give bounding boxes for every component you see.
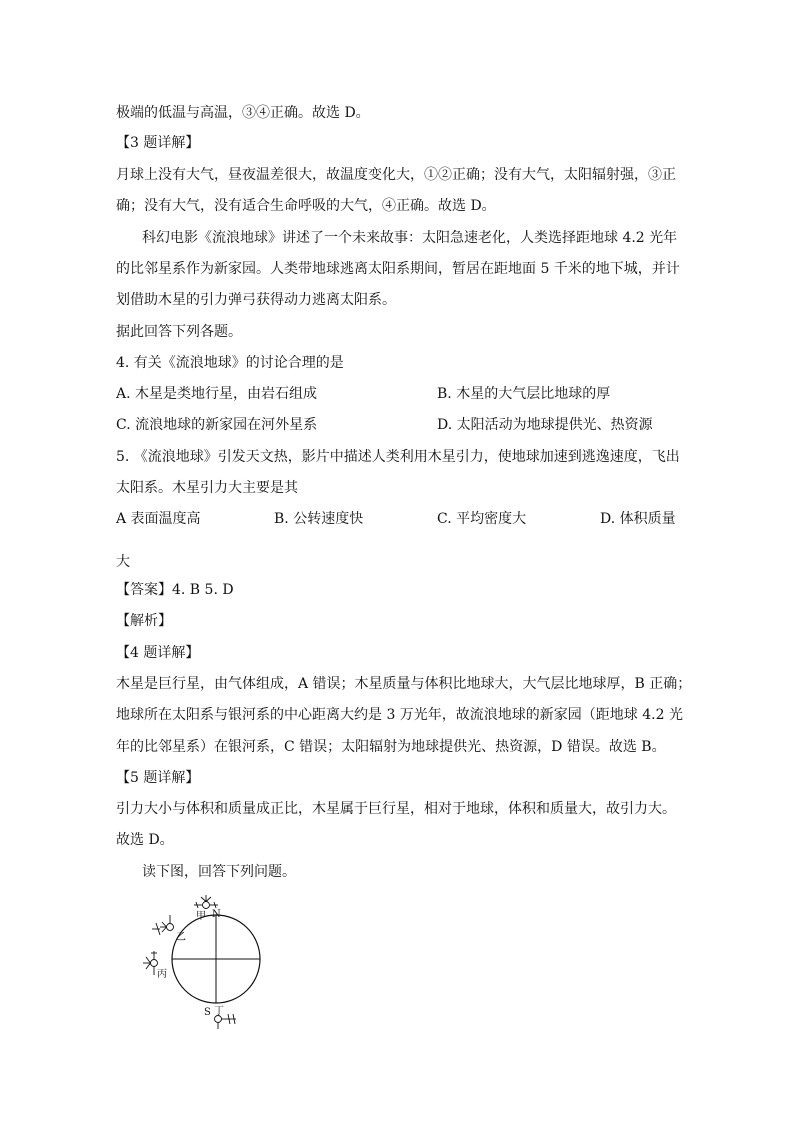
option-5a: A 表面温度高 xyxy=(116,511,201,527)
text-line: 据此回答下列各题。 xyxy=(116,324,242,340)
text-line: 的比邻星系作为新家园。人类带地球逃离太阳系期间，暂居在距地面 5 千米的地下城，并计 xyxy=(116,261,680,277)
option-5b: B. 公转速度快 xyxy=(274,511,364,527)
text-line: 确；没有大气，没有适合生命呼吸的大气，④正确。故选 D。 xyxy=(116,198,496,214)
option-4d: D. 太阳活动为地球提供光、热资源 xyxy=(437,417,653,433)
text-line: 大 xyxy=(116,554,130,570)
option-4a: A. 木星是类地行星，由岩石组成 xyxy=(116,386,318,402)
text-line: 划借助木星的引力弹弓获得动力逃离太阳系。 xyxy=(116,292,396,308)
option-4c: C. 流浪地球的新家园在河外星系 xyxy=(116,417,318,433)
analysis-heading: 【解析】 xyxy=(116,613,172,629)
option-5c: C. 平均密度大 xyxy=(437,511,527,527)
text-line: 木星是巨行星，由气体组成，A 错误；木星质量与体积比地球大，大气层比地球厚，B 正确； xyxy=(116,676,692,692)
label-jia: 甲 xyxy=(196,911,206,922)
section-heading-3: 【3 题详解】 xyxy=(116,135,200,151)
figure-bing-icon xyxy=(143,951,158,975)
answer-line: 【答案】4. B 5. D xyxy=(116,582,234,598)
label-yi: 乙 xyxy=(176,932,186,943)
text-line: 引力大小与体积和质量成正比，木星属于巨行星，相对于地球，体积和质量大，故引力大。 xyxy=(116,801,676,817)
earth-diagram xyxy=(134,893,284,1033)
intro-paragraph: 科幻电影《流浪地球》讲述了一个未来故事：太阳急速老化，人类选择距地球 4.2 光年 xyxy=(142,230,678,246)
text-line: 读下图，回答下列问题。 xyxy=(142,864,296,880)
text-line: 太阳系。木星引力大主要是其 xyxy=(116,480,298,496)
text-line: 故选 D。 xyxy=(116,832,174,848)
earth-diagram-svg xyxy=(134,893,284,1033)
text-line: 地球所在太阳系与银河系的中心距离大约是 3 万光年，故流浪地球的新家园（距地球 4.2 光 xyxy=(116,707,683,723)
label-ding: 丁 xyxy=(214,1006,224,1017)
text-line: 极端的低温与高温，③④正确。故选 D。 xyxy=(116,105,370,121)
label-bing: 丙 xyxy=(157,969,167,980)
label-north: N xyxy=(212,909,221,920)
option-4b: B. 木星的大气层比地球的厚 xyxy=(437,386,611,402)
figure-jia-icon xyxy=(194,895,218,909)
label-south: S xyxy=(204,1007,211,1018)
text-line: 年的比邻星系）在银河系，C 错误；太阳辐射为地球提供光、热资源，D 错误。故选 B。 xyxy=(116,739,666,755)
question-4: 4. 有关《流浪地球》的讨论合理的是 xyxy=(116,355,344,371)
figure-yi-icon xyxy=(152,915,174,935)
section-heading-5: 【5 题详解】 xyxy=(116,770,200,786)
section-heading-4: 【4 题详解】 xyxy=(116,645,200,661)
text-line: 月球上没有大气，昼夜温差很大，故温度变化大，①②正确；没有大气，太阳辐射强，③正 xyxy=(116,167,676,183)
question-5: 5. 《流浪地球》引发天文热，影片中描述人类利用木星引力，使地球加速到逃逸速度，飞出 xyxy=(116,449,680,465)
option-5d: D. 体积质量 xyxy=(600,511,676,527)
